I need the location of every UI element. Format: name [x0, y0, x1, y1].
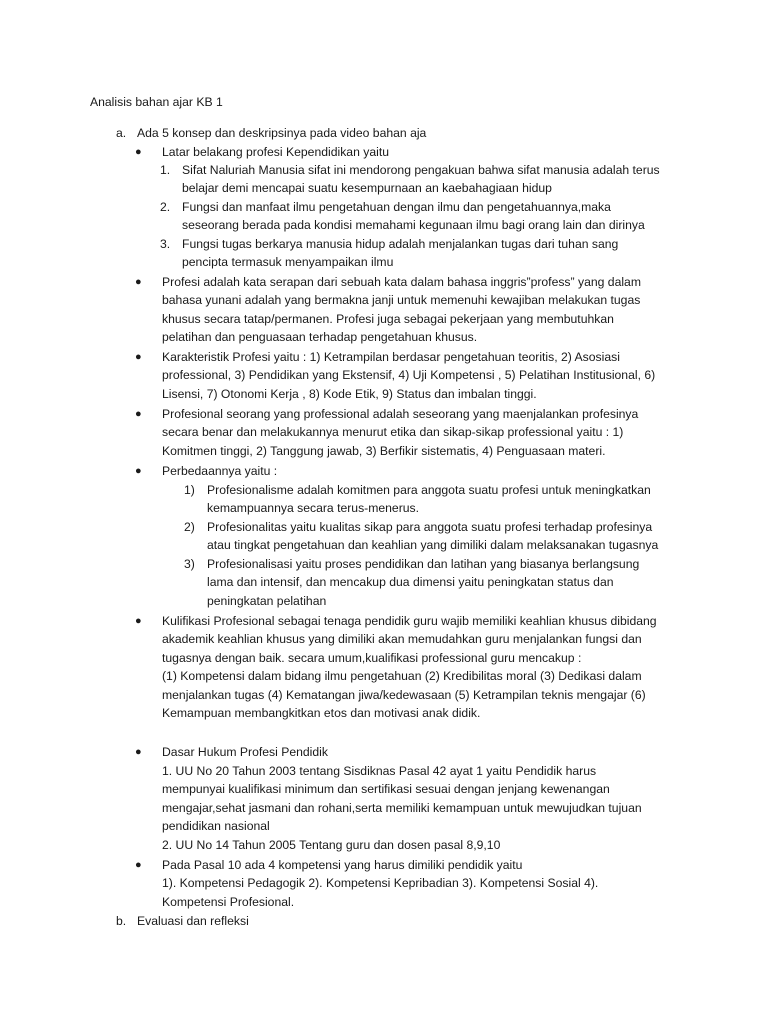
- list-number: 1): [184, 483, 195, 497]
- list-item-text: atau tingkat pengetahuan dan keahlian yang dimiliki dalam melaksanakan tugasnya: [207, 538, 659, 552]
- paragraph-line: Profesi adalah kata serapan dari sebuah kata dalam bahasa inggris”profess” yang dalam: [162, 275, 641, 289]
- list-item-text: Profesionalisasi yaitu proses pendidikan dan latihan yang biasanya berlangsung: [207, 557, 640, 571]
- paragraph-line: menjalankan tugas (4) Kematangan jiwa/kedewasaan (5) Ketrampilan teknis mengajar (6): [162, 688, 646, 702]
- list-item-text: belajar demi mencapai suatu kesempurnaan an kaebahagiaan hidup: [182, 181, 552, 195]
- section-a-marker: a.: [116, 126, 127, 140]
- list-item-text: kemampuannya secara terus-menerus.: [207, 501, 420, 515]
- section-b-marker: b.: [116, 914, 127, 928]
- list-item-text: pencipta termasuk menyampaikan ilmu: [182, 255, 394, 269]
- section-a-heading: Ada 5 konsep dan deskripsinya pada video bahan aja: [137, 126, 427, 140]
- section-b-heading: Evaluasi dan refleksi: [137, 914, 249, 928]
- paragraph-line: pelatihan dan penguasaan terhadap pengetahuan khusus.: [162, 330, 478, 344]
- list-item-text: seseorang berada pada kondisi memahami kegunaan ilmu bagi orang lain dan dirinya: [182, 218, 645, 232]
- paragraph-line: 2. UU No 14 Tahun 2005 Tentang guru dan dosen pasal 8,9,10: [162, 838, 501, 852]
- bullet-marker: ●: [135, 351, 142, 363]
- paragraph-line: tugasnya dengan baik. secara umum,kualifikasi professional guru mencakup :: [162, 651, 582, 665]
- bullet-marker: ●: [135, 408, 142, 420]
- bullet-marker: ●: [135, 746, 142, 758]
- list-item-text: Profesionalisme adalah komitmen para anggota suatu profesi untuk meningkatkan: [207, 483, 651, 497]
- paragraph-line: mempunyai kualifikasi minimum dan sertifikasi sesuai dengan jenjang kewenangan: [162, 782, 610, 796]
- list-number: 3.: [160, 237, 171, 251]
- paragraph-line: khusus secara tatap/permanen. Profesi juga sebagai pekerjaan yang membutuhkan: [162, 312, 614, 326]
- bullet-marker: ●: [135, 146, 142, 158]
- paragraph-line: Karakteristik Profesi yaitu : 1) Ketrampilan berdasar pengetahuan teoritis, 2) Asosiasi: [162, 350, 620, 364]
- paragraph-line: akademik keahlian khusus yang dimiliki akan memudahkan guru menjalankan fungsi dan: [162, 632, 642, 646]
- paragraph-line: mengajar,sehat jasmani dan rohani,serta memiliki kemampuan untuk mewujudkan tujuan: [162, 801, 642, 815]
- list-item-text: Fungsi tugas berkarya manusia hidup adalah menjalankan tugas dari tuhan sang: [182, 237, 619, 251]
- paragraph-line: 1). Kompetensi Pedagogik 2). Kompetensi Kepribadian 3). Kompetensi Sosial 4).: [162, 876, 599, 890]
- paragraph-line: professional, 3) Pendidikan yang Ekstensif, 4) Uji Kompetensi , 5) Pelatihan Institusional, 6): [162, 368, 656, 382]
- paragraph-line: Pada Pasal 10 ada 4 kompetensi yang harus dimiliki pendidik yaitu: [162, 858, 523, 872]
- bullet-latar-belakang: Latar belakang profesi Kependidikan yaitu: [162, 145, 389, 159]
- bullet-perbedaan: Perbedaannya yaitu :: [162, 464, 278, 478]
- document-title: Analisis bahan ajar KB 1: [90, 95, 223, 109]
- paragraph-line: pendidikan nasional: [162, 819, 270, 833]
- paragraph-line: secara benar dan melakukannya menurut etika dan sikap-sikap professional yaitu : 1): [162, 425, 624, 439]
- bullet-marker: ●: [135, 465, 142, 477]
- list-number: 2.: [160, 200, 171, 214]
- paragraph-line: Komitmen tinggi, 2) Tanggung jawab, 3) Berfikir sistematis, 4) Penguasaan materi.: [162, 444, 606, 458]
- list-item-text: Profesionalitas yaitu kualitas sikap para anggota suatu profesi terhadap profesinya: [207, 520, 653, 534]
- list-number: 2): [184, 520, 195, 534]
- bullet-marker: ●: [135, 859, 142, 871]
- paragraph-line: 1. UU No 20 Tahun 2003 tentang Sisdiknas Pasal 42 ayat 1 yaitu Pendidik harus: [162, 764, 597, 778]
- list-item-text: lama dan intensif, dan mencakup dua dimensi yaitu peningkatan status dan: [207, 575, 614, 589]
- list-number: 1.: [160, 163, 171, 177]
- paragraph-line: bahasa yunani adalah yang bermakna janji untuk memenuhi kewajiban melakukan tugas: [162, 293, 641, 307]
- paragraph-line: Dasar Hukum Profesi Pendidik: [162, 745, 328, 759]
- list-item-text: Fungsi dan manfaat ilmu pengetahuan dengan ilmu dan pengetahuannya,maka: [182, 200, 611, 214]
- list-item-text: peningkatan pelatihan: [207, 594, 327, 608]
- paragraph-line: Profesional seorang yang professional adalah seseorang yang maenjalankan profesinya: [162, 407, 639, 421]
- paragraph-line: (1) Kompetensi dalam bidang ilmu pengetahuan (2) Kredibilitas moral (3) Dedikasi dalam: [162, 669, 642, 683]
- list-item-text: Sifat Naluriah Manusia sifat ini mendorong pengakuan bahwa sifat manusia adalah terus: [182, 163, 660, 177]
- paragraph-line: Kemampuan membangkitkan etos dan motivasi anak didik.: [162, 706, 481, 720]
- bullet-marker: ●: [135, 615, 142, 627]
- paragraph-line: Lisensi, 7) Otonomi Kerja , 8) Kode Etik, 9) Status dan imbalan tinggi.: [162, 387, 537, 401]
- list-number: 3): [184, 557, 195, 571]
- paragraph-line: Kulifikasi Profesional sebagai tenaga pendidik guru wajib memiliki keahlian khusus dibidang: [162, 614, 657, 628]
- bullet-marker: ●: [135, 276, 142, 288]
- paragraph-line: Kompetensi Profesional.: [162, 895, 295, 909]
